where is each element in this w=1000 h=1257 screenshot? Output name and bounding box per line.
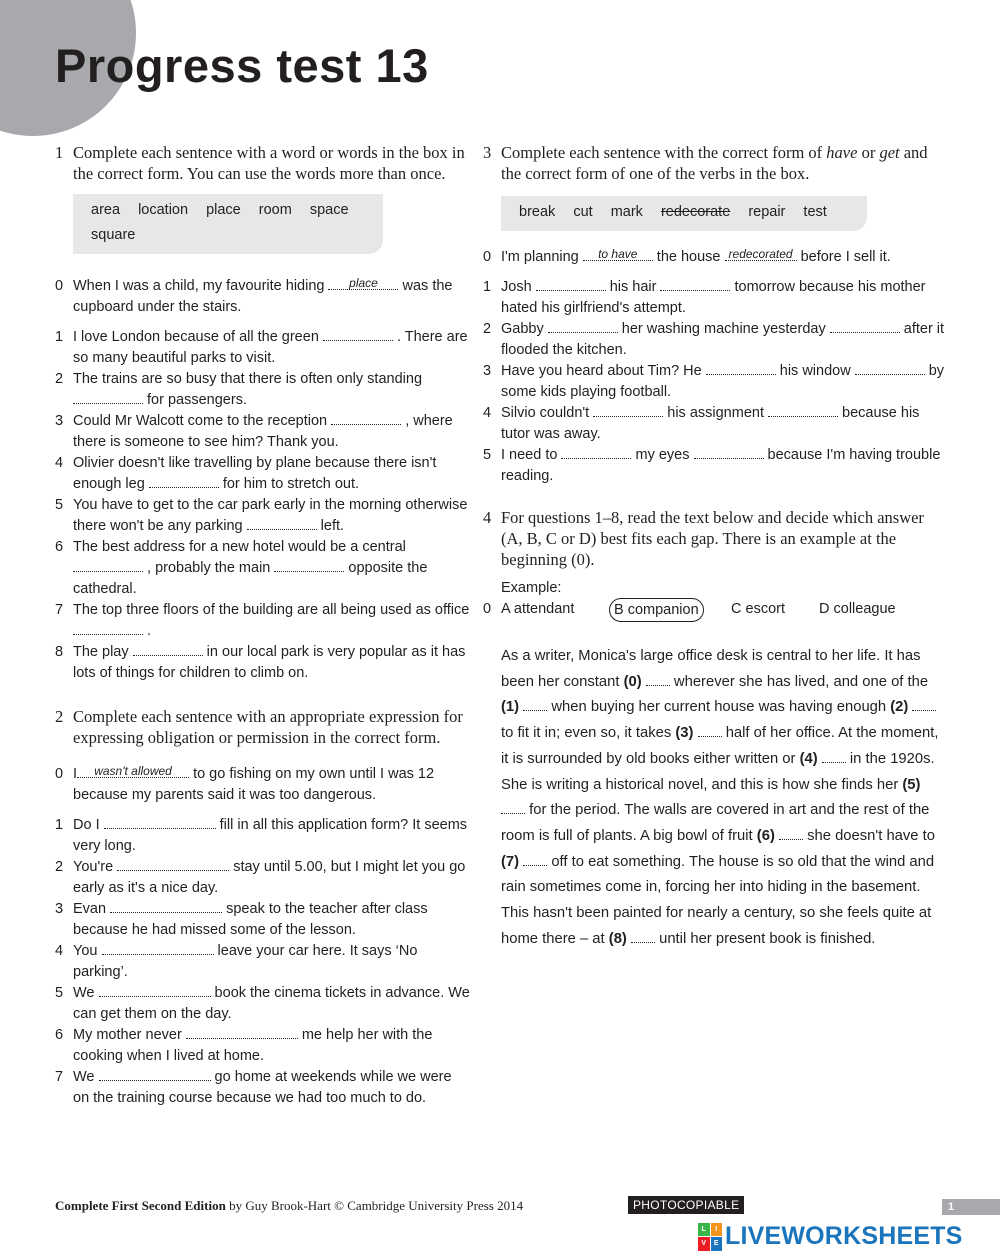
item-number: 2 <box>55 859 64 875</box>
word-box-item: cut <box>573 204 593 220</box>
item-text: to go fishing on my own until I was 12 because my parents said it was too dangerous. <box>73 766 435 803</box>
word-box <box>73 194 383 254</box>
option-d: D colleague <box>819 601 896 617</box>
gap-blank[interactable] <box>912 699 936 711</box>
item-text: I'm planning <box>501 249 579 265</box>
answer-blank[interactable] <box>323 327 393 341</box>
item-text: . <box>143 623 152 639</box>
gap-number: (0) <box>623 673 642 690</box>
item-number: 0 <box>55 278 64 294</box>
item-list <box>483 247 948 487</box>
word-box-item-used: redecorate <box>660 204 731 220</box>
section-instruction: For questions 1–8, read the text below and decide which answer (A, B, C or D) best fits each gap. There is an example at the beginning (0). <box>501 508 924 569</box>
item-text: Gabby <box>501 321 548 337</box>
item-text: We <box>73 1069 95 1085</box>
item-text: his window <box>775 363 855 379</box>
gap-blank[interactable] <box>646 674 670 686</box>
passage-text: wherever she has lived, and one of the <box>669 673 929 690</box>
item-text: , probably the main <box>143 560 275 576</box>
passage-text: half of her office. At the moment, it is surrounded by old books either written or <box>501 725 939 767</box>
item-number: 2 <box>483 321 492 337</box>
item-text: When I was a child, my favourite hiding <box>73 278 325 294</box>
word-box-item: room <box>258 202 292 218</box>
item-number: 4 <box>483 405 492 421</box>
item-number: 0 <box>483 601 492 617</box>
exercise-item <box>55 857 470 899</box>
exercise-item <box>55 453 470 495</box>
exercise-item <box>55 941 470 983</box>
section-number: 1 <box>55 143 64 162</box>
badge-letter: V <box>698 1237 710 1251</box>
gap-blank[interactable] <box>523 854 547 866</box>
instruction-text: and the correct form of one of the verbs in the box. <box>501 143 928 183</box>
section-2 <box>55 706 470 1109</box>
exercise-item <box>483 403 948 445</box>
exercise-item <box>55 1067 470 1109</box>
item-text: Olivier doesn't like travelling by plane because there isn't enough leg <box>73 455 437 492</box>
book-title: Complete First Second Edition <box>55 1198 226 1213</box>
item-text: was the cupboard under the stairs. <box>73 278 453 315</box>
answer-blank[interactable] <box>855 361 925 375</box>
passage-text: off to eat something. The house is so old that the wind and rain sometimes come in, forcing her into hiding in the basement. This hasn't been painted for nearly a century, so she feels quite at home there – at <box>501 853 935 947</box>
answer-blank[interactable] <box>768 403 838 417</box>
item-text: left. <box>316 518 345 534</box>
item-text: Silvio couldn't <box>501 405 594 421</box>
passage-text: to fit it in; even so, it takes <box>501 725 676 742</box>
item-number: 1 <box>483 279 492 295</box>
answer-blank[interactable] <box>99 983 211 997</box>
word-box-item: test <box>803 204 827 220</box>
badge-letter: L <box>698 1223 710 1237</box>
section-1-header <box>55 142 470 184</box>
gap-number: (8) <box>608 930 627 947</box>
answer-blank[interactable] <box>331 411 401 425</box>
answer-blank[interactable] <box>73 558 143 572</box>
reading-passage <box>501 644 941 952</box>
answer-blank[interactable] <box>660 277 730 291</box>
item-list <box>55 764 470 1109</box>
right-column <box>483 142 948 952</box>
answer-blank[interactable] <box>110 899 222 913</box>
item-list <box>55 276 470 684</box>
item-text: her washing machine yesterday <box>617 321 830 337</box>
section-4 <box>483 507 948 952</box>
answer-blank[interactable] <box>104 815 216 829</box>
item-text: me help her with the cooking when I lived at home. <box>73 1027 433 1064</box>
word-box-item: square <box>91 227 136 243</box>
item-text: The trains are so busy that there is often only standing <box>73 371 423 387</box>
passage-text: when buying her current house was having enough <box>547 699 891 716</box>
word-box-item: area <box>91 202 121 218</box>
instruction-text: Complete each sentence with the correct form of <box>501 143 827 162</box>
option-b-circled: B companion <box>609 598 704 622</box>
item-text: book the cinema tickets in advance. We can get them on the day. <box>73 985 470 1022</box>
word-box-item: repair <box>748 204 786 220</box>
item-number: 3 <box>483 363 492 379</box>
item-text: by some kids playing football. <box>501 363 945 400</box>
item-number: 2 <box>55 371 64 387</box>
item-text: You're <box>73 859 114 875</box>
answer-blank[interactable] <box>117 857 229 871</box>
passage-text: she doesn't have to <box>803 827 935 844</box>
item-text: Josh <box>501 279 536 295</box>
item-text: The top three floors of the building are all being used as office <box>73 602 470 618</box>
option-c: C escort <box>731 601 785 617</box>
item-text: in our local park is very popular as it has lots of things for children to climb on. <box>73 644 466 681</box>
section-3 <box>483 142 948 487</box>
answer-blank[interactable] <box>99 1067 211 1081</box>
exercise-item <box>55 642 470 684</box>
example-answer: wasn't allowed <box>77 765 189 778</box>
item-text: I love London because of all the green <box>73 329 319 345</box>
copyright-footer <box>55 1198 523 1214</box>
gap-number: (3) <box>675 725 694 742</box>
instruction-keyword: get <box>879 143 900 162</box>
example-item <box>55 276 470 318</box>
item-number: 1 <box>55 329 64 345</box>
example-options <box>483 598 948 622</box>
page-title: Progress test 13 <box>55 39 429 92</box>
item-number: 5 <box>483 447 492 463</box>
item-number: 6 <box>55 539 64 555</box>
item-text: The play <box>73 644 129 660</box>
exercise-item <box>55 600 470 642</box>
word-box <box>501 196 867 231</box>
answer-blank[interactable] <box>694 445 764 459</box>
item-text: You have to get to the car park early in the morning otherwise there won't be any parking <box>73 497 468 534</box>
example-label: Example: <box>501 580 562 596</box>
exercise-item <box>55 411 470 453</box>
credit-text: by Guy Brook-Hart © Cambridge University Press 2014 <box>225 1198 524 1213</box>
item-text: Could Mr Walcott come to the reception <box>73 413 328 429</box>
item-text: fill in all this application form? It seems very long. <box>73 817 468 854</box>
liveworksheets-logo[interactable] <box>698 1222 963 1251</box>
item-number: 0 <box>55 766 64 782</box>
item-number: 5 <box>55 497 64 513</box>
item-text: leave your car here. It says ‘No parking’. <box>73 943 418 980</box>
section-instruction: Complete each sentence with a word or words in the box in the correct form. You can use the words more than once. <box>73 143 465 183</box>
section-4-header <box>483 507 948 570</box>
item-text: We <box>73 985 95 1001</box>
answer-blank[interactable] <box>593 403 663 417</box>
example-answer: place <box>328 277 398 290</box>
photocopiable-badge: PHOTOCOPIABLE <box>628 1196 744 1214</box>
item-text: for him to stretch out. <box>218 476 360 492</box>
item-number: 3 <box>55 901 64 917</box>
answer-blank[interactable] <box>247 516 317 530</box>
answer-blank[interactable] <box>274 558 344 572</box>
page-number: 1 <box>942 1199 1000 1215</box>
gap-number: (5) <box>902 776 921 793</box>
exercise-item <box>483 445 948 487</box>
answer-blank[interactable] <box>830 319 900 333</box>
gap-number: (2) <box>890 699 909 716</box>
item-number: 7 <box>55 1069 64 1085</box>
exercise-item <box>483 319 948 361</box>
example-answer: to have <box>583 248 653 261</box>
word-box-item: place <box>206 202 241 218</box>
item-text: his hair <box>605 279 661 295</box>
item-number: 7 <box>55 602 64 618</box>
instruction-text: or <box>857 143 880 162</box>
exercise-item <box>55 537 470 600</box>
item-text: Have you heard about Tim? He <box>501 363 706 379</box>
answer-blank[interactable] <box>561 445 631 459</box>
section-number: 2 <box>55 707 64 726</box>
word-box-item: location <box>138 202 189 218</box>
item-text: , where there is someone to see him? Thank you. <box>73 413 453 450</box>
section-number: 4 <box>483 508 492 527</box>
word-box-item: mark <box>610 204 643 220</box>
answer-blank[interactable] <box>186 1025 298 1039</box>
passage-text: until her present book is finished. <box>654 930 876 947</box>
example-item <box>55 764 470 806</box>
gap-blank[interactable] <box>698 725 722 737</box>
exercise-item <box>55 495 470 537</box>
item-number: 3 <box>55 413 64 429</box>
section-3-header <box>483 142 948 184</box>
item-number: 8 <box>55 644 64 660</box>
answer-blank[interactable] <box>73 621 143 635</box>
section-2-header <box>55 706 470 748</box>
item-number: 1 <box>55 817 64 833</box>
gap-number: (7) <box>501 853 520 870</box>
item-number: 0 <box>483 249 492 265</box>
example-answer: redecorated <box>725 248 797 261</box>
section-instruction: Complete each sentence with an appropriate expression for expressing obligation or permission in the correct form. <box>73 707 463 747</box>
gap-blank[interactable] <box>501 802 525 814</box>
item-number: 6 <box>55 1027 64 1043</box>
item-text: I need to <box>501 447 562 463</box>
left-column <box>55 142 470 1109</box>
item-text: because I'm having trouble reading. <box>501 447 941 484</box>
example-item <box>483 247 948 268</box>
item-number: 5 <box>55 985 64 1001</box>
item-text: because his tutor was away. <box>501 405 920 442</box>
word-box-item: break <box>519 204 556 220</box>
item-text: You <box>73 943 98 959</box>
exercise-item <box>483 277 948 319</box>
item-text: the house <box>656 249 721 265</box>
answer-blank[interactable] <box>536 277 606 291</box>
answer-blank[interactable] <box>706 361 776 375</box>
item-text: stay until 5.00, but I might let you go early as it's a nice day. <box>73 859 466 896</box>
exercise-item <box>55 327 470 369</box>
item-text: Evan <box>73 901 107 917</box>
item-text: his assignment <box>663 405 769 421</box>
item-text: The best address for a new hotel would be a central <box>73 539 406 555</box>
passage-text: in the 1920s. She is writing a historical novel, and this is how she finds her <box>501 750 935 793</box>
gap-number: (1) <box>501 699 520 716</box>
item-text: Do I <box>73 817 100 833</box>
passage-text: for the period. The walls are covered in art and the rest of the room is full of plants. A big bowl of fruit <box>501 802 930 844</box>
gap-blank[interactable] <box>631 931 655 943</box>
liveworksheets-text: LIVEWORKSHEETS <box>725 1222 963 1250</box>
item-text: for passengers. <box>143 392 247 408</box>
exercise-item <box>483 361 948 403</box>
answer-blank[interactable] <box>133 642 203 656</box>
item-text: tomorrow because his mother hated his girlfriend's attempt. <box>501 279 926 316</box>
section-1 <box>55 142 470 684</box>
section-instruction <box>501 142 948 184</box>
item-text: go home at weekends while we were on the training course because we had too much to do. <box>73 1069 452 1106</box>
instruction-keyword: have <box>826 143 858 162</box>
exercise-item <box>55 815 470 857</box>
answer-blank[interactable] <box>149 474 219 488</box>
gap-blank[interactable] <box>523 699 547 711</box>
item-text: speak to the teacher after class because he had missed some of the lesson. <box>73 901 428 938</box>
badge-letter: I <box>711 1223 723 1237</box>
item-text: before I sell it. <box>800 249 891 265</box>
answer-blank[interactable] <box>548 319 618 333</box>
item-text: . There are so many beautiful parks to visit. <box>73 329 468 366</box>
item-text: My mother never <box>73 1027 182 1043</box>
item-text: opposite the cathedral. <box>73 560 428 597</box>
exercise-item <box>55 899 470 941</box>
item-text: my eyes <box>631 447 694 463</box>
exercise-item <box>55 369 470 411</box>
option-a: A attendant <box>501 601 575 617</box>
gap-number: (4) <box>799 750 818 767</box>
item-text: after it flooded the kitchen. <box>501 321 945 358</box>
section-number: 3 <box>483 143 492 162</box>
word-box-item: space <box>309 202 349 218</box>
exercise-item <box>55 983 470 1025</box>
exercise-item <box>55 1025 470 1067</box>
passage-text: As a writer, Monica's large office desk is central to her life. It has been her constant <box>501 648 921 690</box>
answer-blank[interactable] <box>73 390 143 404</box>
item-text: I <box>73 766 78 782</box>
item-number: 4 <box>55 455 64 471</box>
gap-blank[interactable] <box>822 751 846 763</box>
badge-letter: E <box>711 1237 723 1251</box>
item-number: 4 <box>55 943 64 959</box>
answer-blank[interactable] <box>102 941 214 955</box>
liveworksheets-badge-icon <box>698 1223 722 1251</box>
gap-blank[interactable] <box>779 828 803 840</box>
gap-number: (6) <box>756 827 775 844</box>
option-b-wrap <box>609 598 731 622</box>
